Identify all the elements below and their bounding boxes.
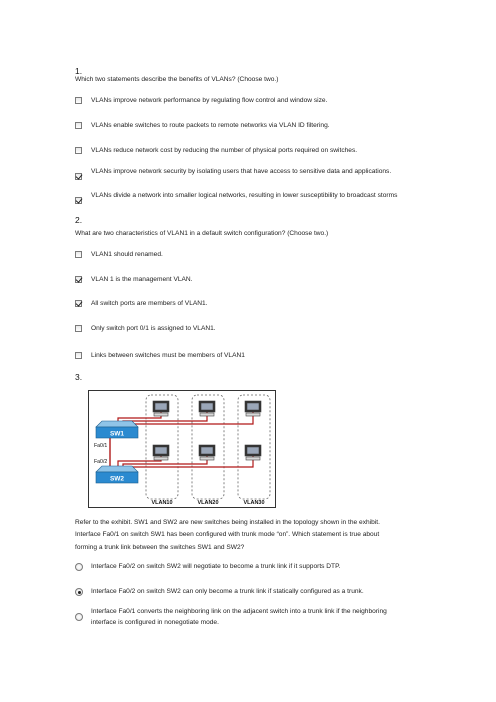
question-2-text: What are two characteristics of VLAN1 in a default switch configuration? (Choose two.)	[75, 230, 329, 237]
radio-button[interactable]	[75, 613, 83, 621]
option-label: VLAN1 should renamed.	[91, 251, 163, 258]
checkbox[interactable]	[75, 147, 82, 154]
checkbox[interactable]	[75, 251, 82, 258]
checkbox-checked[interactable]	[75, 173, 82, 180]
sw1-label: SW1	[109, 430, 125, 438]
sw2-label: SW2	[109, 475, 125, 483]
checkbox[interactable]	[75, 122, 82, 129]
network-topology-exhibit	[88, 390, 276, 508]
pc-vlan20-top	[199, 401, 215, 416]
port-fa01-label: Fa0/1	[94, 443, 108, 449]
checkbox-checked[interactable]	[75, 197, 82, 204]
checkbox[interactable]	[75, 97, 82, 104]
question-3-text-line-2: Interface Fa0/1 on switch SW1 has been configured with trunk mode “on”. Which statement is true about	[75, 531, 380, 538]
option-label: VLANs reduce network cost by reducing the number of physical ports required on switches.	[91, 147, 358, 154]
option-label: All switch ports are members of VLAN1.	[91, 300, 208, 307]
checkbox[interactable]	[75, 325, 82, 332]
pc-vlan10-bottom	[153, 445, 169, 460]
option-label: VLANs divide a network into smaller logical networks, resulting in lower susceptibility to broadcast storms	[91, 192, 398, 199]
question-1-text: Which two statements describe the benefits of VLANs? (Choose two.)	[75, 76, 279, 83]
question-3-text-line-1: Refer to the exhibit. SW1 and SW2 are new switches being installed in the topology shown in the exhibit.	[75, 519, 380, 526]
question-1-number: 1.	[75, 66, 83, 76]
option-label: Interface Fa0/1 converts the neighboring link on the adjacent switch into a trunk link if the neighboring interface is configured in nonegotiate mode.	[91, 608, 387, 626]
pc-vlan30-top	[245, 401, 261, 416]
option-label: VLANs enable switches to route packets to remote networks via VLAN ID filtering.	[91, 122, 330, 129]
checkbox-checked[interactable]	[75, 276, 82, 283]
pc-vlan20-bottom	[199, 445, 215, 460]
pc-vlan10-top	[153, 401, 169, 416]
question-3-text-line-3: forming a trunk link between the switches SW1 and SW2?	[75, 544, 245, 551]
option-label: VLANs improve network performance by regulating flow control and window size.	[91, 97, 328, 104]
question-2-number: 2.	[75, 215, 83, 225]
option-label: Only switch port 0/1 is assigned to VLAN1.	[91, 325, 216, 332]
option-label: Interface Fa0/2 on switch SW2 will negotiate to become a trunk link if it supports DTP.	[91, 563, 341, 570]
port-fa02-label: Fa0/2	[94, 459, 108, 465]
option-label: VLAN 1 is the management VLAN.	[91, 276, 193, 283]
vlan20-label: VLAN20	[197, 500, 219, 506]
pc-vlan30-bottom	[245, 445, 261, 460]
radio-button[interactable]	[75, 563, 83, 571]
option-label: Interface Fa0/2 on switch SW2 can only become a trunk link if statically configured as a trunk.	[91, 588, 364, 595]
option-label: VLANs improve network security by isolating users that have access to sensitive data and applications.	[91, 168, 392, 175]
option-label: Links between switches must be members of VLAN1	[91, 352, 245, 359]
checkbox[interactable]	[75, 352, 82, 359]
vlan30-label: VLAN30	[243, 500, 265, 506]
checkbox-checked[interactable]	[75, 300, 82, 307]
radio-button-selected[interactable]	[75, 588, 83, 596]
question-3-number: 3.	[75, 372, 83, 382]
vlan10-label: VLAN10	[151, 500, 173, 506]
